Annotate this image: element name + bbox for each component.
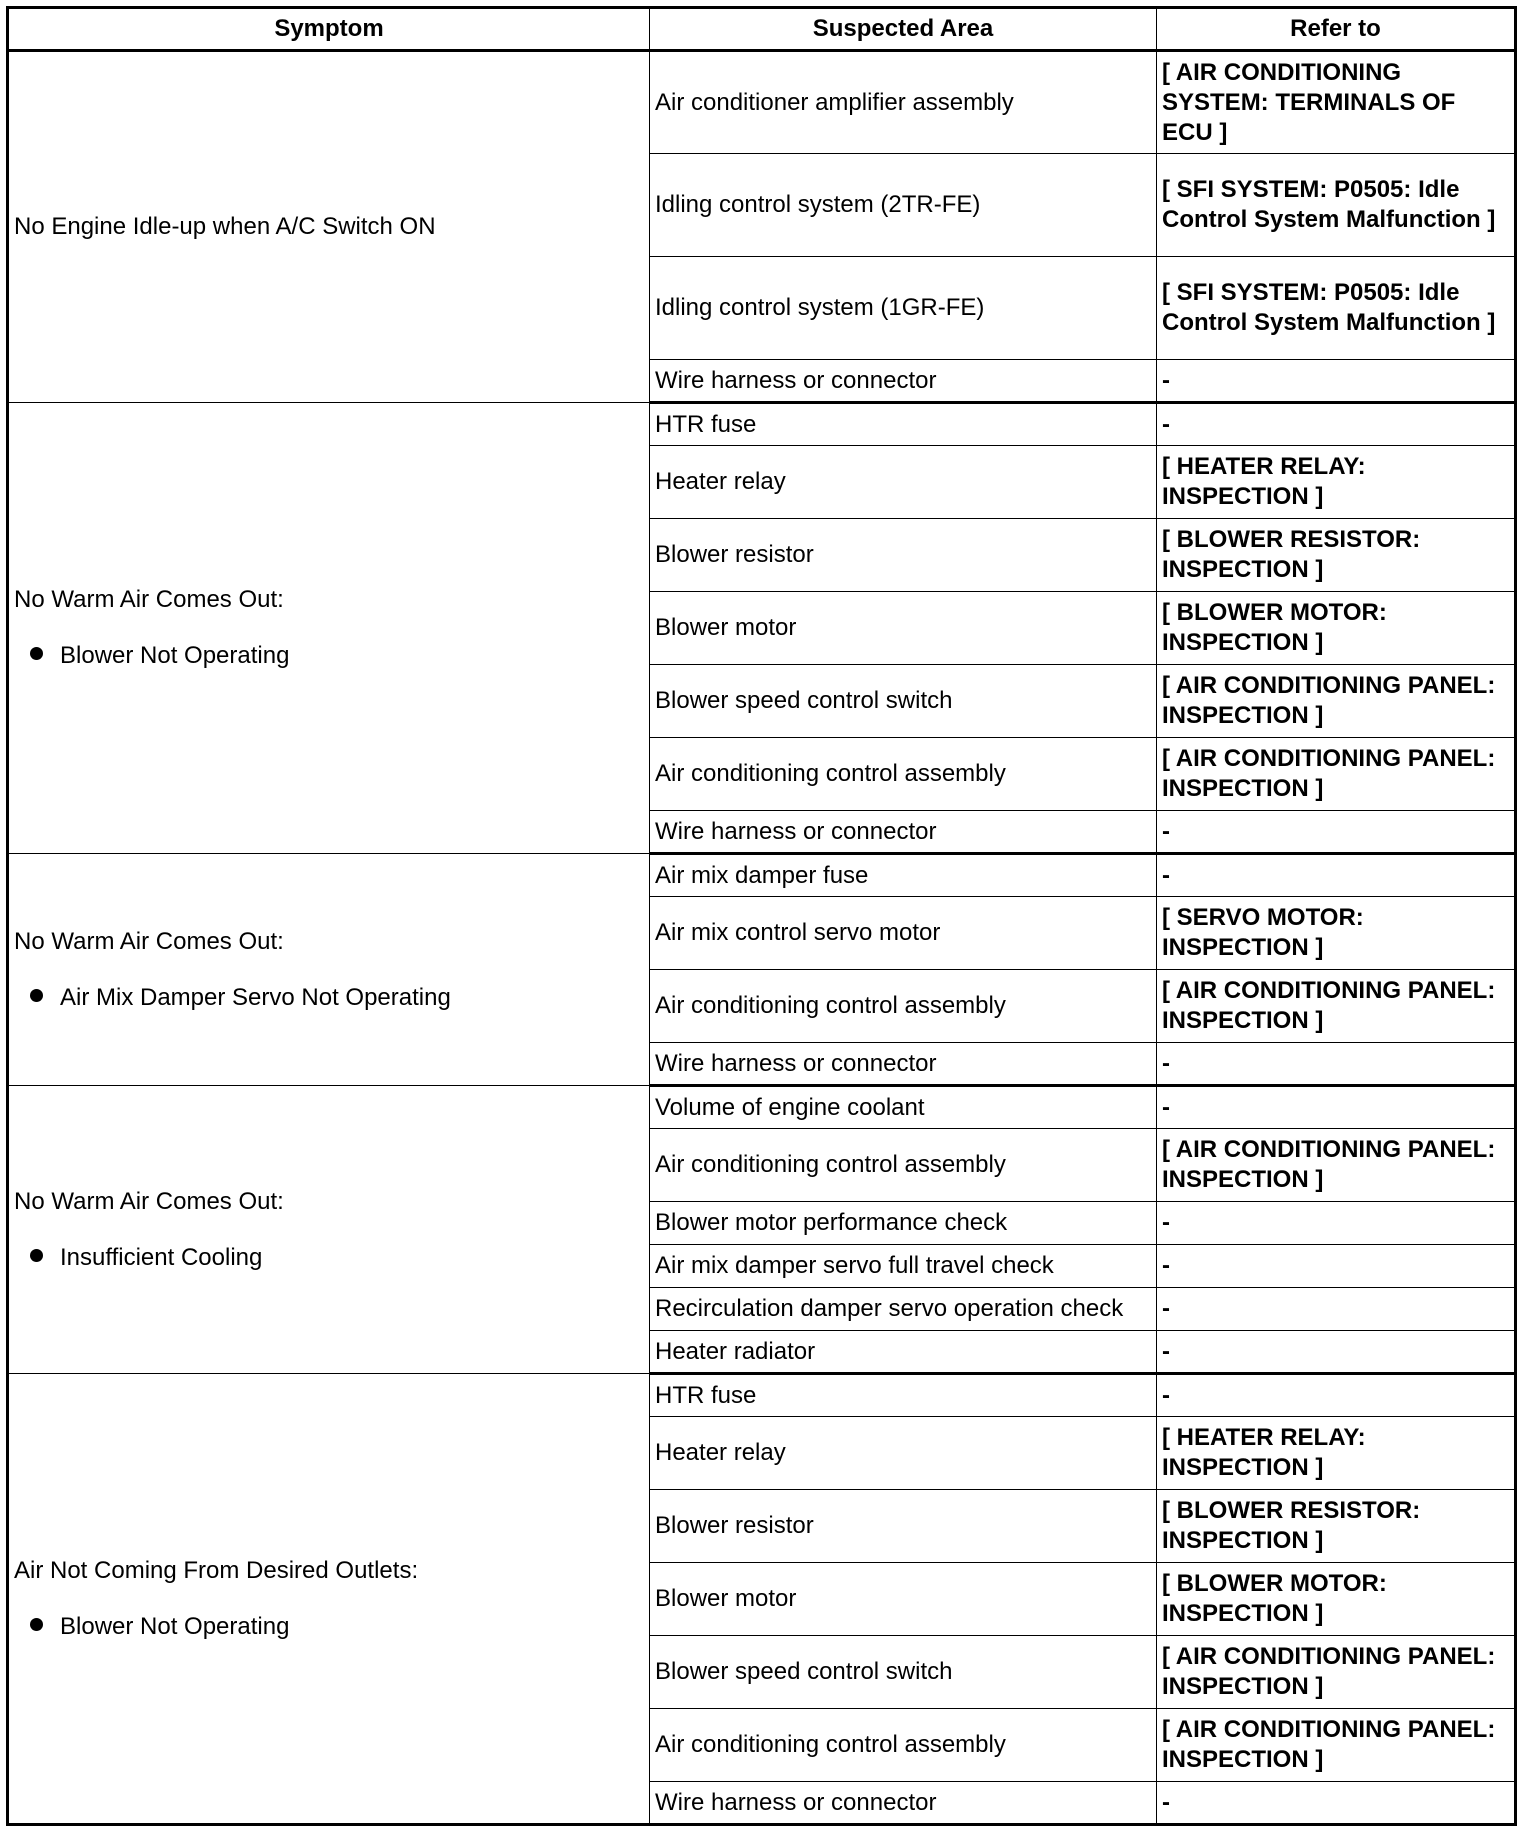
refer-to-cell: - xyxy=(1157,1782,1516,1825)
refer-to-cell: - xyxy=(1157,854,1516,897)
refer-to-cell: - xyxy=(1157,1202,1516,1245)
table-row xyxy=(8,854,1516,897)
refer-to-cell: [ AIR CONDITIONING PANEL: INSPECTION ] xyxy=(1157,738,1516,811)
header-refer-to: Refer to xyxy=(1157,8,1516,51)
suspected-area-cell: Air conditioner amplifier assembly xyxy=(650,51,1157,154)
refer-to-cell: - xyxy=(1157,1331,1516,1374)
refer-to-cell: [ AIR CONDITIONING PANEL: INSPECTION ] xyxy=(1157,1709,1516,1782)
suspected-area-cell: Heater radiator xyxy=(650,1331,1157,1374)
refer-to-cell: [ AIR CONDITIONING SYSTEM: TERMINALS OF ECU ] xyxy=(1157,51,1516,154)
refer-to-cell: [ SFI SYSTEM: P0505: Idle Control System Malfunction ] xyxy=(1157,257,1516,360)
suspected-area-cell: Blower speed control switch xyxy=(650,1636,1157,1709)
suspected-area-cell: Blower motor xyxy=(650,1563,1157,1636)
refer-to-cell: - xyxy=(1157,1043,1516,1086)
refer-to-cell: [ AIR CONDITIONING PANEL: INSPECTION ] xyxy=(1157,1636,1516,1709)
refer-to-cell: [ HEATER RELAY: INSPECTION ] xyxy=(1157,446,1516,519)
suspected-area-cell: Wire harness or connector xyxy=(650,811,1157,854)
suspected-area-cell: HTR fuse xyxy=(650,403,1157,446)
suspected-area-cell: Air conditioning control assembly xyxy=(650,1129,1157,1202)
suspected-area-cell: Wire harness or connector xyxy=(650,1782,1157,1825)
header-suspected-area: Suspected Area xyxy=(650,8,1157,51)
suspected-area-cell: HTR fuse xyxy=(650,1374,1157,1417)
symptom-bullet-item xyxy=(14,641,644,671)
refer-to-cell: - xyxy=(1157,403,1516,446)
symptom-cell xyxy=(8,51,650,403)
document-page xyxy=(6,6,1517,1826)
symptom-bullet-text: Air Mix Damper Servo Not Operating xyxy=(60,983,451,1011)
symptom-text: No Warm Air Comes Out: xyxy=(14,927,284,955)
refer-to-cell: [ AIR CONDITIONING PANEL: INSPECTION ] xyxy=(1157,970,1516,1043)
suspected-area-cell: Air mix damper fuse xyxy=(650,854,1157,897)
suspected-area-cell: Heater relay xyxy=(650,1417,1157,1490)
bullet-dot-icon xyxy=(30,1618,43,1631)
suspected-area-cell: Blower motor xyxy=(650,592,1157,665)
refer-to-cell: - xyxy=(1157,360,1516,403)
symptom-bullet-text: Insufficient Cooling xyxy=(60,1243,263,1271)
suspected-area-cell: Blower speed control switch xyxy=(650,665,1157,738)
table-body xyxy=(8,51,1516,1825)
refer-to-cell: [ AIR CONDITIONING PANEL: INSPECTION ] xyxy=(1157,1129,1516,1202)
suspected-area-cell: Heater relay xyxy=(650,446,1157,519)
symptom-bullet-item xyxy=(14,1612,644,1642)
refer-to-cell: [ AIR CONDITIONING PANEL: INSPECTION ] xyxy=(1157,665,1516,738)
symptom-bullet-item xyxy=(14,1243,644,1273)
suspected-area-cell: Air mix damper servo full travel check xyxy=(650,1245,1157,1288)
suspected-area-cell: Idling control system (2TR-FE) xyxy=(650,154,1157,257)
bullet-dot-icon xyxy=(30,989,43,1002)
symptom-text: Air Not Coming From Desired Outlets: xyxy=(14,1556,419,1584)
table-row xyxy=(8,51,1516,154)
refer-to-cell: - xyxy=(1157,1245,1516,1288)
table-row xyxy=(8,403,1516,446)
suspected-area-cell: Blower resistor xyxy=(650,519,1157,592)
table-row xyxy=(8,1086,1516,1129)
refer-to-cell: [ SERVO MOTOR: INSPECTION ] xyxy=(1157,897,1516,970)
symptom-bullet-text: Blower Not Operating xyxy=(60,642,290,669)
symptom-cell xyxy=(8,403,650,854)
suspected-area-cell: Blower motor performance check xyxy=(650,1202,1157,1245)
symptom-text: No Warm Air Comes Out: xyxy=(14,1187,284,1215)
refer-to-cell: - xyxy=(1157,1086,1516,1129)
table-header-row xyxy=(8,8,1516,51)
refer-to-cell: [ SFI SYSTEM: P0505: Idle Control System Malfunction ] xyxy=(1157,154,1516,257)
refer-to-cell: [ BLOWER RESISTOR: INSPECTION ] xyxy=(1157,519,1516,592)
refer-to-cell: - xyxy=(1157,1374,1516,1417)
suspected-area-cell: Air conditioning control assembly xyxy=(650,738,1157,811)
symptom-cell xyxy=(8,1374,650,1825)
symptom-cell xyxy=(8,854,650,1086)
refer-to-cell: [ HEATER RELAY: INSPECTION ] xyxy=(1157,1417,1516,1490)
suspected-area-cell: Air conditioning control assembly xyxy=(650,1709,1157,1782)
problem-symptoms-table xyxy=(6,6,1517,1826)
bullet-dot-icon xyxy=(30,647,43,660)
symptom-text: No Engine Idle-up when A/C Switch ON xyxy=(14,213,436,240)
bullet-dot-icon xyxy=(30,1249,43,1262)
table-row xyxy=(8,1374,1516,1417)
symptom-cell xyxy=(8,1086,650,1374)
suspected-area-cell: Wire harness or connector xyxy=(650,1043,1157,1086)
refer-to-cell: - xyxy=(1157,1288,1516,1331)
suspected-area-cell: Wire harness or connector xyxy=(650,360,1157,403)
refer-to-cell: - xyxy=(1157,811,1516,854)
symptom-text: No Warm Air Comes Out: xyxy=(14,586,284,613)
suspected-area-cell: Blower resistor xyxy=(650,1490,1157,1563)
symptom-bullet-text: Blower Not Operating xyxy=(60,1612,290,1640)
suspected-area-cell: Volume of engine coolant xyxy=(650,1086,1157,1129)
suspected-area-cell: Air mix control servo motor xyxy=(650,897,1157,970)
refer-to-cell: [ BLOWER MOTOR: INSPECTION ] xyxy=(1157,592,1516,665)
suspected-area-cell: Air conditioning control assembly xyxy=(650,970,1157,1043)
suspected-area-cell: Idling control system (1GR-FE) xyxy=(650,257,1157,360)
suspected-area-cell: Recirculation damper servo operation check xyxy=(650,1288,1157,1331)
header-symptom: Symptom xyxy=(8,8,650,51)
symptom-bullet-item xyxy=(14,983,644,1013)
refer-to-cell: [ BLOWER MOTOR: INSPECTION ] xyxy=(1157,1563,1516,1636)
refer-to-cell: [ BLOWER RESISTOR: INSPECTION ] xyxy=(1157,1490,1516,1563)
